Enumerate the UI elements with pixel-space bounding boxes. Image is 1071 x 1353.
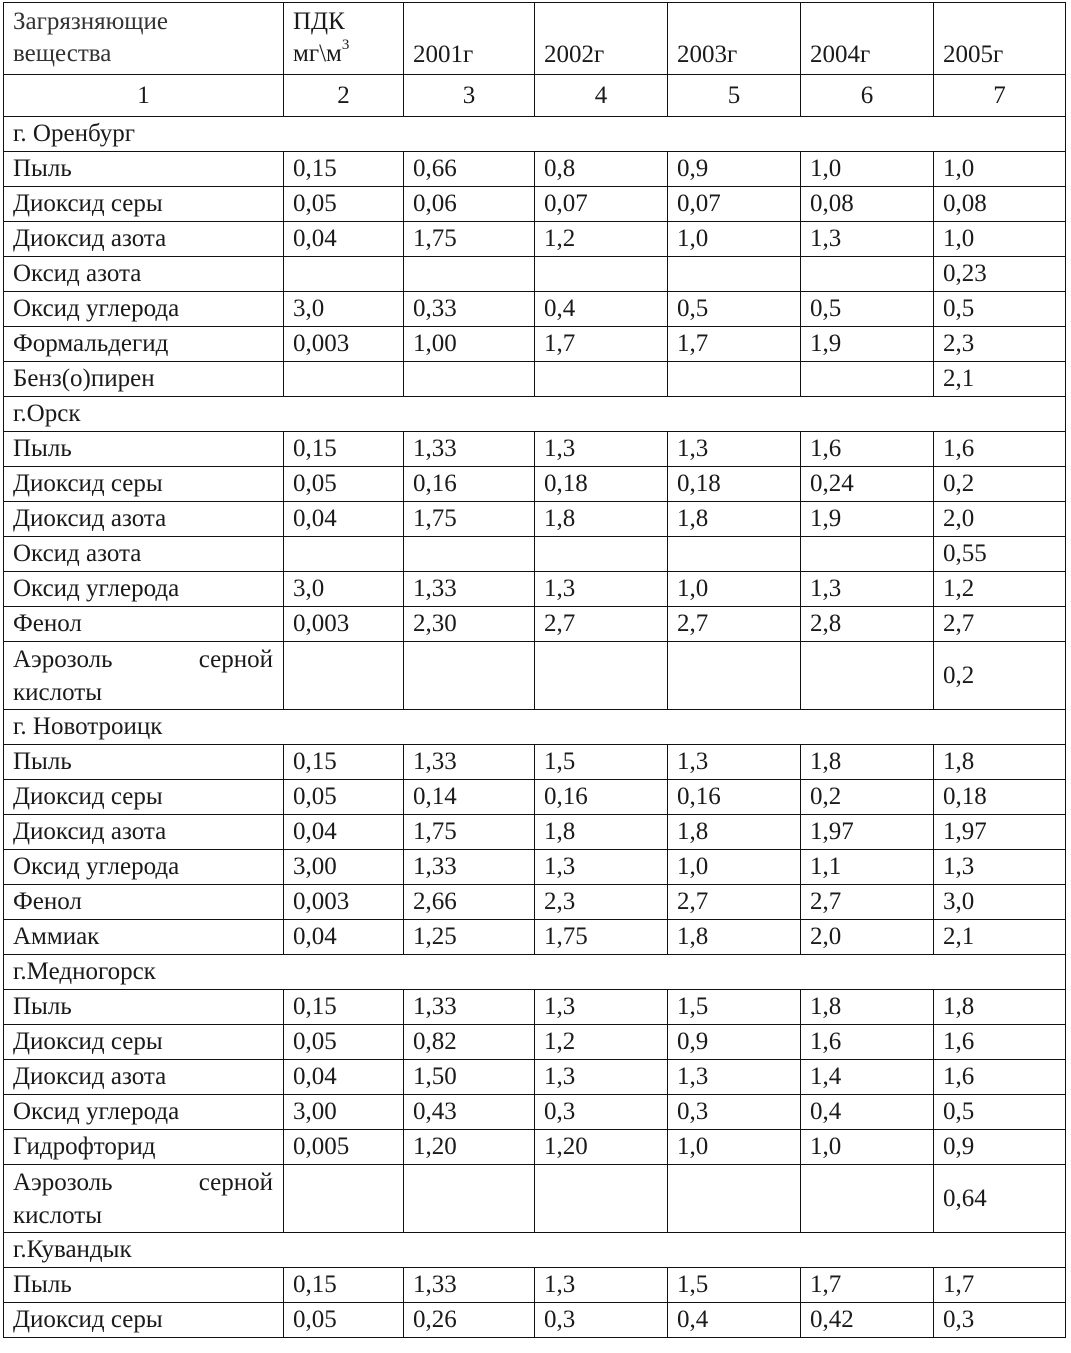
- table-row: [4, 1268, 1066, 1303]
- year-value: 1,2: [535, 1025, 668, 1060]
- pdk-value: 0,05: [284, 187, 404, 222]
- year-value: [668, 257, 801, 292]
- year-value: 1,0: [668, 572, 801, 607]
- pdk-value: 0,05: [284, 1025, 404, 1060]
- column-numbers-row: [4, 75, 1066, 117]
- year-value: 0,5: [934, 1095, 1066, 1130]
- year-value: 1,8: [801, 990, 934, 1025]
- year-value: 1,0: [668, 222, 801, 257]
- year-value: 2,3: [535, 885, 668, 920]
- year-value: 0,26: [404, 1303, 535, 1338]
- year-value: 1,3: [535, 1268, 668, 1303]
- year-value: 1,75: [404, 815, 535, 850]
- year-value: [801, 1165, 934, 1233]
- year-value: 0,08: [934, 187, 1066, 222]
- year-value: 1,00: [404, 327, 535, 362]
- year-value: 2,0: [801, 920, 934, 955]
- pdk-value: 3,00: [284, 850, 404, 885]
- substance-name: Оксид азота: [4, 537, 284, 572]
- table-row: [4, 502, 1066, 537]
- year-value: 1,75: [535, 920, 668, 955]
- table-row: [4, 222, 1066, 257]
- year-value: 0,64: [934, 1165, 1066, 1233]
- year-value: 0,06: [404, 187, 535, 222]
- year-value: [535, 537, 668, 572]
- substance-name: Диоксид азота: [4, 502, 284, 537]
- year-value: 0,3: [668, 1095, 801, 1130]
- year-value: 1,0: [801, 152, 934, 187]
- year-value: 2,7: [535, 607, 668, 642]
- year-value: 1,3: [801, 222, 934, 257]
- pdk-value: 0,04: [284, 502, 404, 537]
- substance-name: Пыль: [4, 1268, 284, 1303]
- table-row: [4, 187, 1066, 222]
- table-row: [4, 920, 1066, 955]
- header-pdk: [284, 3, 404, 75]
- pdk-value: 0,15: [284, 152, 404, 187]
- header-year-2003: 2003г: [668, 3, 801, 75]
- substance-name: Пыль: [4, 990, 284, 1025]
- year-value: 2,1: [934, 920, 1066, 955]
- substance-name-line2: кислоты: [13, 678, 102, 706]
- column-number: 4: [535, 75, 668, 117]
- year-value: 2,3: [934, 327, 1066, 362]
- year-value: [535, 257, 668, 292]
- year-value: 0,3: [535, 1095, 668, 1130]
- year-value: 2,7: [801, 885, 934, 920]
- substance-name: [4, 642, 284, 710]
- year-value: 1,7: [934, 1268, 1066, 1303]
- substance-name: Формальдегид: [4, 327, 284, 362]
- year-value: 0,08: [801, 187, 934, 222]
- table-row: [4, 572, 1066, 607]
- city-row: [4, 397, 1066, 432]
- year-value: 1,0: [934, 222, 1066, 257]
- substance-name: Бенз(о)пирен: [4, 362, 284, 397]
- year-value: [404, 537, 535, 572]
- year-value: 1,8: [535, 815, 668, 850]
- year-value: 1,3: [535, 850, 668, 885]
- header-pdk-superscript: 3: [341, 37, 350, 53]
- year-value: 1,7: [801, 1268, 934, 1303]
- year-value: 0,16: [404, 467, 535, 502]
- substance-name: Пыль: [4, 152, 284, 187]
- year-value: [668, 362, 801, 397]
- table-row: [4, 990, 1066, 1025]
- header-year-2005: 2005г: [934, 3, 1066, 75]
- substance-name: Диоксид азота: [4, 1060, 284, 1095]
- pdk-value: 0,003: [284, 327, 404, 362]
- year-value: 2,7: [934, 607, 1066, 642]
- column-number: 7: [934, 75, 1066, 117]
- year-value: 0,16: [535, 780, 668, 815]
- year-value: [404, 1165, 535, 1233]
- table-row: [4, 257, 1066, 292]
- year-value: 0,4: [668, 1303, 801, 1338]
- year-value: 2,30: [404, 607, 535, 642]
- year-value: 0,14: [404, 780, 535, 815]
- year-value: 0,33: [404, 292, 535, 327]
- city-row: [4, 117, 1066, 152]
- substance-name: Диоксид серы: [4, 1025, 284, 1060]
- pdk-value: [284, 362, 404, 397]
- year-value: 1,5: [535, 745, 668, 780]
- header-row: [4, 3, 1066, 75]
- year-value: 2,66: [404, 885, 535, 920]
- pdk-value: 0,003: [284, 885, 404, 920]
- year-value: 1,1: [801, 850, 934, 885]
- pdk-value: 0,15: [284, 990, 404, 1025]
- table-row: [4, 467, 1066, 502]
- year-value: 1,6: [801, 1025, 934, 1060]
- table-row: [4, 850, 1066, 885]
- substance-name: Диоксид серы: [4, 780, 284, 815]
- year-value: 1,33: [404, 745, 535, 780]
- year-value: 1,7: [668, 327, 801, 362]
- substance-name-line1: Аэрозоль серной: [13, 645, 273, 673]
- city-row: [4, 710, 1066, 745]
- year-value: 1,6: [934, 1025, 1066, 1060]
- year-value: 1,2: [934, 572, 1066, 607]
- pdk-value: [284, 642, 404, 710]
- header-year-2002: 2002г: [535, 3, 668, 75]
- substance-name: Пыль: [4, 745, 284, 780]
- year-value: [801, 642, 934, 710]
- table-row: [4, 1060, 1066, 1095]
- pdk-value: 0,04: [284, 222, 404, 257]
- year-value: 1,8: [934, 990, 1066, 1025]
- year-value: [404, 362, 535, 397]
- year-value: 0,5: [801, 292, 934, 327]
- pdk-value: 0,05: [284, 780, 404, 815]
- year-value: 0,66: [404, 152, 535, 187]
- year-value: [801, 257, 934, 292]
- year-value: 0,4: [535, 292, 668, 327]
- pdk-value: 0,05: [284, 467, 404, 502]
- city-name: г.Кувандык: [4, 1233, 1066, 1268]
- pdk-value: 0,05: [284, 1303, 404, 1338]
- year-value: 1,8: [801, 745, 934, 780]
- table-row: [4, 642, 1066, 710]
- year-value: 1,97: [801, 815, 934, 850]
- table-row: [4, 1095, 1066, 1130]
- table-row: [4, 152, 1066, 187]
- table-row: [4, 1130, 1066, 1165]
- table-row: [4, 292, 1066, 327]
- year-value: 0,2: [934, 642, 1066, 710]
- city-row: [4, 955, 1066, 990]
- year-value: [535, 1165, 668, 1233]
- year-value: 0,9: [668, 152, 801, 187]
- year-value: 1,6: [934, 1060, 1066, 1095]
- pdk-value: 0,003: [284, 607, 404, 642]
- year-value: 0,5: [668, 292, 801, 327]
- year-value: 0,18: [934, 780, 1066, 815]
- column-number: 3: [404, 75, 535, 117]
- city-name: г. Оренбург: [4, 117, 1066, 152]
- year-value: 1,33: [404, 1268, 535, 1303]
- city-name: г. Новотроицк: [4, 710, 1066, 745]
- year-value: [404, 257, 535, 292]
- year-value: 1,3: [668, 1060, 801, 1095]
- table-row: [4, 885, 1066, 920]
- year-value: 1,0: [668, 1130, 801, 1165]
- table-row: [4, 327, 1066, 362]
- year-value: 1,33: [404, 990, 535, 1025]
- year-value: 1,3: [668, 745, 801, 780]
- year-value: 1,6: [801, 432, 934, 467]
- substance-name: Оксид азота: [4, 257, 284, 292]
- year-value: [668, 537, 801, 572]
- substance-name: Фенол: [4, 885, 284, 920]
- pollutants-table: [3, 2, 1066, 1338]
- substance-name: Диоксид азота: [4, 815, 284, 850]
- year-value: 1,75: [404, 502, 535, 537]
- header-substances-line2: вещества: [13, 40, 112, 67]
- table-row: [4, 607, 1066, 642]
- year-value: 1,6: [934, 432, 1066, 467]
- substance-name: Диоксид серы: [4, 1303, 284, 1338]
- year-value: 1,0: [668, 850, 801, 885]
- table-row: [4, 745, 1066, 780]
- year-value: 1,3: [535, 572, 668, 607]
- header-pdk-line1: ПДК: [293, 8, 345, 35]
- year-value: 0,23: [934, 257, 1066, 292]
- year-value: 1,3: [801, 572, 934, 607]
- header-year-2004: 2004г: [801, 3, 934, 75]
- substance-name: Оксид углерода: [4, 572, 284, 607]
- year-value: 0,07: [668, 187, 801, 222]
- substance-name: Оксид углерода: [4, 1095, 284, 1130]
- city-name: г.Медногорск: [4, 955, 1066, 990]
- table-row: [4, 1025, 1066, 1060]
- year-value: 2,1: [934, 362, 1066, 397]
- year-value: 1,3: [668, 432, 801, 467]
- year-value: 1,97: [934, 815, 1066, 850]
- year-value: 0,16: [668, 780, 801, 815]
- substance-name: Оксид углерода: [4, 850, 284, 885]
- year-value: 2,8: [801, 607, 934, 642]
- substance-name: Диоксид серы: [4, 187, 284, 222]
- substance-name: Гидрофторид: [4, 1130, 284, 1165]
- year-value: 1,5: [668, 1268, 801, 1303]
- pdk-value: [284, 537, 404, 572]
- pdk-value: [284, 257, 404, 292]
- header-pdk-line2: мг\м: [293, 40, 342, 67]
- year-value: 1,0: [934, 152, 1066, 187]
- year-value: 1,8: [668, 502, 801, 537]
- substance-name-line1: Аэрозоль серной: [13, 1168, 273, 1196]
- year-value: [404, 642, 535, 710]
- year-value: 0,07: [535, 187, 668, 222]
- year-value: 1,4: [801, 1060, 934, 1095]
- year-value: [668, 1165, 801, 1233]
- year-value: 1,8: [668, 920, 801, 955]
- year-value: 1,20: [404, 1130, 535, 1165]
- pdk-value: 3,00: [284, 1095, 404, 1130]
- substance-name: [4, 1165, 284, 1233]
- substance-name: Фенол: [4, 607, 284, 642]
- pdk-value: 0,005: [284, 1130, 404, 1165]
- year-value: [801, 362, 934, 397]
- table-body: [4, 3, 1066, 1338]
- year-value: 1,9: [801, 327, 934, 362]
- year-value: 1,3: [535, 990, 668, 1025]
- header-substances: [4, 3, 284, 75]
- year-value: 1,8: [668, 815, 801, 850]
- year-value: 0,9: [934, 1130, 1066, 1165]
- year-value: 0,3: [934, 1303, 1066, 1338]
- year-value: [801, 537, 934, 572]
- year-value: 1,3: [535, 432, 668, 467]
- year-value: 0,82: [404, 1025, 535, 1060]
- year-value: 3,0: [934, 885, 1066, 920]
- year-value: 0,2: [934, 467, 1066, 502]
- year-value: 0,55: [934, 537, 1066, 572]
- table-row: [4, 362, 1066, 397]
- column-number: 2: [284, 75, 404, 117]
- city-name: г.Орск: [4, 397, 1066, 432]
- year-value: 1,20: [535, 1130, 668, 1165]
- pdk-value: 0,04: [284, 815, 404, 850]
- year-value: 2,0: [934, 502, 1066, 537]
- year-value: 1,5: [668, 990, 801, 1025]
- year-value: 1,3: [535, 1060, 668, 1095]
- pdk-value: 0,04: [284, 920, 404, 955]
- header-year-2001: 2001г: [404, 3, 535, 75]
- year-value: 0,2: [801, 780, 934, 815]
- pdk-value: [284, 1165, 404, 1233]
- city-row: [4, 1233, 1066, 1268]
- year-value: 1,75: [404, 222, 535, 257]
- table-row: [4, 432, 1066, 467]
- year-value: 0,8: [535, 152, 668, 187]
- year-value: 2,7: [668, 607, 801, 642]
- year-value: 1,33: [404, 572, 535, 607]
- year-value: 1,7: [535, 327, 668, 362]
- year-value: 1,50: [404, 1060, 535, 1095]
- year-value: 0,24: [801, 467, 934, 502]
- year-value: 1,2: [535, 222, 668, 257]
- substance-name: Диоксид серы: [4, 467, 284, 502]
- year-value: [535, 362, 668, 397]
- year-value: 2,7: [668, 885, 801, 920]
- year-value: 1,3: [934, 850, 1066, 885]
- year-value: 0,18: [668, 467, 801, 502]
- column-number: 6: [801, 75, 934, 117]
- pdk-value: 3,0: [284, 572, 404, 607]
- year-value: 1,8: [934, 745, 1066, 780]
- pdk-value: 0,15: [284, 432, 404, 467]
- year-value: 1,33: [404, 850, 535, 885]
- table-row: [4, 815, 1066, 850]
- substance-name-line2: кислоты: [13, 1201, 102, 1229]
- year-value: 0,42: [801, 1303, 934, 1338]
- year-value: 0,18: [535, 467, 668, 502]
- pdk-value: 0,15: [284, 1268, 404, 1303]
- header-substances-line1: Загрязняющие: [13, 8, 169, 35]
- year-value: 1,33: [404, 432, 535, 467]
- year-value: 0,5: [934, 292, 1066, 327]
- year-value: 0,3: [535, 1303, 668, 1338]
- year-value: 0,4: [801, 1095, 934, 1130]
- table-row: [4, 780, 1066, 815]
- substance-name: Оксид углерода: [4, 292, 284, 327]
- table-row: [4, 537, 1066, 572]
- substance-name: Диоксид азота: [4, 222, 284, 257]
- table-row: [4, 1165, 1066, 1233]
- year-value: [668, 642, 801, 710]
- year-value: 0,43: [404, 1095, 535, 1130]
- pdk-value: 0,04: [284, 1060, 404, 1095]
- table-row: [4, 1303, 1066, 1338]
- year-value: 1,0: [801, 1130, 934, 1165]
- year-value: [535, 642, 668, 710]
- substance-name: Пыль: [4, 432, 284, 467]
- year-value: 1,8: [535, 502, 668, 537]
- year-value: 0,9: [668, 1025, 801, 1060]
- pdk-value: 3,0: [284, 292, 404, 327]
- column-number: 1: [4, 75, 284, 117]
- year-value: 1,9: [801, 502, 934, 537]
- pdk-value: 0,15: [284, 745, 404, 780]
- column-number: 5: [668, 75, 801, 117]
- substance-name: Аммиак: [4, 920, 284, 955]
- year-value: 1,25: [404, 920, 535, 955]
